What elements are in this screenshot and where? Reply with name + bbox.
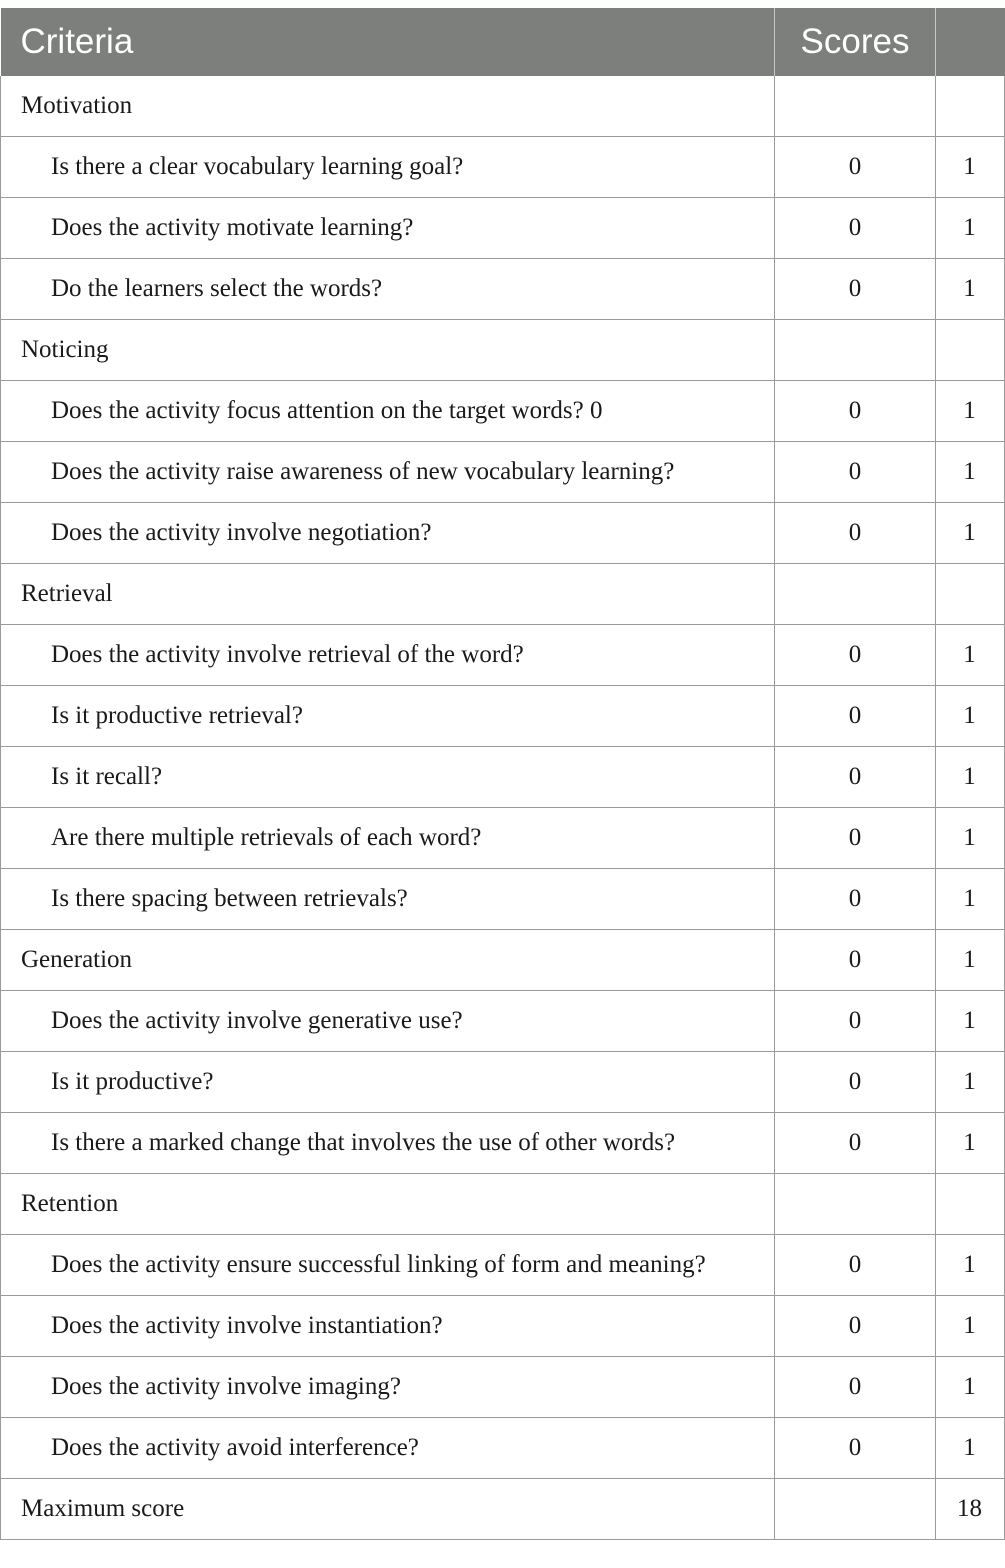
score-zero-cell: 0 <box>775 686 936 747</box>
score-one-cell: 1 <box>936 137 1005 198</box>
score-zero-cell: 0 <box>775 442 936 503</box>
score-zero-cell <box>775 320 936 381</box>
score-one-cell: 1 <box>936 869 1005 930</box>
score-zero-cell <box>775 564 936 625</box>
score-one-cell <box>936 76 1005 137</box>
criterion-question: Does the activity involve negotiation? <box>1 503 775 564</box>
score-one-cell: 1 <box>936 198 1005 259</box>
score-zero-cell: 0 <box>775 503 936 564</box>
table-row <box>1 1357 1005 1418</box>
criterion-question: Does the activity raise awareness of new vocabulary learning? <box>1 442 775 503</box>
criterion-question: Does the activity involve retrieval of the word? <box>1 625 775 686</box>
table-row <box>1 1296 1005 1357</box>
table-row <box>1 686 1005 747</box>
header-scores: Scores <box>775 8 936 76</box>
criterion-question: Does the activity motivate learning? <box>1 198 775 259</box>
score-zero-cell: 0 <box>775 625 936 686</box>
score-one-cell: 1 <box>936 1113 1005 1174</box>
table-row <box>1 1418 1005 1479</box>
score-one-cell: 1 <box>936 1418 1005 1479</box>
table-row <box>1 747 1005 808</box>
section-row <box>1 930 1005 991</box>
table-row <box>1 808 1005 869</box>
criterion-question: Does the activity focus attention on the target words? 0 <box>1 381 775 442</box>
header-row <box>1 8 1005 76</box>
section-row <box>1 1479 1005 1540</box>
header-extra <box>936 8 1005 76</box>
criterion-question: Does the activity involve generative use? <box>1 991 775 1052</box>
score-one-cell: 1 <box>936 503 1005 564</box>
criterion-question: Is it recall? <box>1 747 775 808</box>
criterion-category: Generation <box>1 930 775 991</box>
score-zero-cell: 0 <box>775 1113 936 1174</box>
score-zero-cell: 0 <box>775 991 936 1052</box>
criteria-table-container <box>0 8 1004 1540</box>
section-row <box>1 1174 1005 1235</box>
score-one-cell: 1 <box>936 686 1005 747</box>
score-zero-cell: 0 <box>775 808 936 869</box>
score-one-cell: 1 <box>936 1357 1005 1418</box>
criterion-question: Does the activity avoid interference? <box>1 1418 775 1479</box>
table-row <box>1 1113 1005 1174</box>
table-row <box>1 503 1005 564</box>
score-zero-cell: 0 <box>775 381 936 442</box>
criterion-category: Noticing <box>1 320 775 381</box>
score-one-cell: 1 <box>936 808 1005 869</box>
table-row <box>1 442 1005 503</box>
criterion-category: Maximum score <box>1 1479 775 1540</box>
criterion-question: Does the activity involve imaging? <box>1 1357 775 1418</box>
table-body <box>1 76 1005 1540</box>
score-one-cell: 1 <box>936 1296 1005 1357</box>
score-zero-cell: 0 <box>775 1235 936 1296</box>
score-one-cell <box>936 320 1005 381</box>
score-zero-cell: 0 <box>775 869 936 930</box>
criterion-question: Is it productive retrieval? <box>1 686 775 747</box>
criterion-question: Is there spacing between retrievals? <box>1 869 775 930</box>
table-row <box>1 137 1005 198</box>
score-one-cell: 1 <box>936 1235 1005 1296</box>
section-row <box>1 320 1005 381</box>
score-one-cell: 1 <box>936 442 1005 503</box>
table-row <box>1 1235 1005 1296</box>
criteria-table <box>0 8 1005 1540</box>
criterion-category: Retention <box>1 1174 775 1235</box>
score-zero-cell: 0 <box>775 747 936 808</box>
criterion-question: Does the activity ensure successful linking of form and meaning? <box>1 1235 775 1296</box>
table-row <box>1 259 1005 320</box>
score-zero-cell <box>775 76 936 137</box>
table-row <box>1 198 1005 259</box>
score-one-cell: 1 <box>936 991 1005 1052</box>
score-zero-cell: 0 <box>775 259 936 320</box>
criterion-category: Motivation <box>1 76 775 137</box>
table-row <box>1 869 1005 930</box>
criterion-question: Do the learners select the words? <box>1 259 775 320</box>
header-criteria: Criteria <box>1 8 775 76</box>
score-one-cell: 1 <box>936 381 1005 442</box>
criterion-question: Is there a clear vocabulary learning goal? <box>1 137 775 198</box>
criterion-question: Are there multiple retrievals of each word? <box>1 808 775 869</box>
table-row <box>1 625 1005 686</box>
criterion-category: Retrieval <box>1 564 775 625</box>
criterion-question: Does the activity involve instantiation? <box>1 1296 775 1357</box>
score-zero-cell: 0 <box>775 930 936 991</box>
score-zero-cell: 0 <box>775 198 936 259</box>
score-one-cell: 1 <box>936 1052 1005 1113</box>
table-row <box>1 991 1005 1052</box>
score-zero-cell: 0 <box>775 1357 936 1418</box>
score-one-cell: 1 <box>936 930 1005 991</box>
table-row <box>1 381 1005 442</box>
score-zero-cell: 0 <box>775 1052 936 1113</box>
score-one-cell: 1 <box>936 747 1005 808</box>
score-one-cell: 1 <box>936 625 1005 686</box>
score-zero-cell: 0 <box>775 1296 936 1357</box>
criterion-question: Is there a marked change that involves the use of other words? <box>1 1113 775 1174</box>
section-row <box>1 76 1005 137</box>
score-one-cell: 1 <box>936 259 1005 320</box>
score-one-cell <box>936 564 1005 625</box>
score-zero-cell <box>775 1479 936 1540</box>
score-zero-cell <box>775 1174 936 1235</box>
table-header <box>1 8 1005 76</box>
score-zero-cell: 0 <box>775 137 936 198</box>
score-zero-cell: 0 <box>775 1418 936 1479</box>
score-one-cell <box>936 1174 1005 1235</box>
score-one-cell: 18 <box>936 1479 1005 1540</box>
section-row <box>1 564 1005 625</box>
table-row <box>1 1052 1005 1113</box>
criterion-question: Is it productive? <box>1 1052 775 1113</box>
